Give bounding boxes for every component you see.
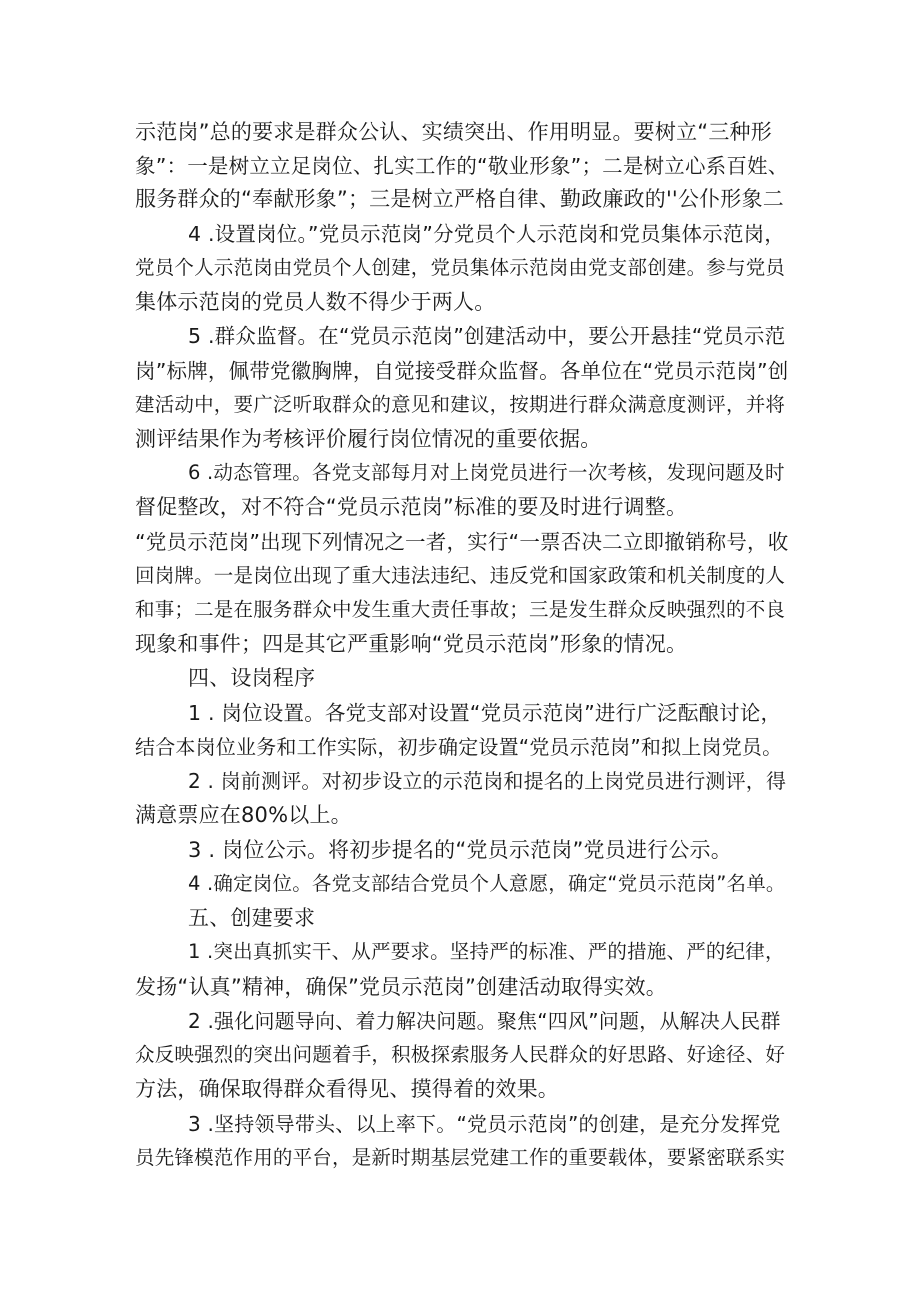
paragraph-line: 满意票应在80%以上。 xyxy=(135,803,352,827)
paragraph-line: 服务群众的“奉献形象”；三是树立严格自律、勤政廉政的''公仆形象二 xyxy=(135,187,784,211)
paragraph-line: 党员个人示范岗由党员个人创建，党员集体示范岗由党支部创建。参与党员 xyxy=(135,256,786,279)
paragraph-line: 方法，确保取得群众看得见、摸得着的效果。 xyxy=(135,1077,559,1101)
paragraph-line: 1 .突出真抓实干、从严要求。坚持严的标准、严的措施、严的纪律， xyxy=(188,940,785,963)
paragraph-line: 5 .群众监督。在“党员示范岗”创建活动中，要公开悬挂“党员示范 xyxy=(188,324,786,348)
paragraph-line: 2 . 岗前测评。对初步设立的示范岗和提名的上岗党员进行测评，得 xyxy=(188,769,787,793)
paragraph-line: 4 .确定岗位。各党支部结合党员个人意愿，确定“党员示范岗”名单。 xyxy=(188,872,786,895)
paragraph-line: 6 .动态管理。各党支部每月对上岗党员进行一次考核，发现问题及时 xyxy=(188,461,785,484)
paragraph-line: 员先锋模范作用的平台，是新时期基层党建工作的重要载体，要紧密联系实 xyxy=(135,1146,786,1169)
paragraph-line: 集体示范岗的党员人数不得少于两人。 xyxy=(135,290,496,314)
paragraph-line: 3 . 岗位公示。将初步提名的“党员示范岗”党员进行公示。 xyxy=(188,838,732,862)
paragraph-line: 3 .坚持领导带头、以上率下。“党员示范岗”的创建，是充分发挥党 xyxy=(188,1112,781,1136)
paragraph-line: 发扬“认真”精神，确保”党员示范岗”创建活动取得实效。 xyxy=(135,975,667,999)
paragraph-line: 示范岗”总的要求是群众公认、实绩突出、作用明显。要树立“三种形 xyxy=(135,120,772,144)
section-heading: 五、创建要求 xyxy=(188,906,316,930)
paragraph-line: 现象和事件；四是其它严重影响“党员示范岗”形象的情况。 xyxy=(135,632,688,656)
paragraph-line: 众反映强烈的突出问题着手，积极探索服务人民群众的好思路、好途径、好 xyxy=(135,1043,786,1066)
paragraph-line: 4 .设置岗位。”党员示范岗”分党员个人示范岗和党员集体示范岗， xyxy=(188,222,785,246)
paragraph-line: 岗”标牌，佩带党徽胸牌，自觉接受群众监督。各单位在“党员示范岗”创 xyxy=(135,359,789,383)
paragraph-line: 回岗牌。一是岗位出现了重大违法违纪、违反党和国家政策和机关制度的人 xyxy=(135,564,786,587)
paragraph-line: 象”：一是树立立足岗位、扎实工作的“敬业形象”；二是树立心系百姓、 xyxy=(135,154,789,178)
section-heading: 四、设岗程序 xyxy=(188,666,316,690)
paragraph-line: 督促整改，对不符合“党员示范岗”标准的要及时进行调整。 xyxy=(135,495,688,519)
paragraph-line: 结合本岗位业务和工作实际，初步确定设置“党员示范岗”和拟上岗党员。 xyxy=(135,735,783,759)
paragraph-line: 建活动中，要广泛听取群众的意见和建议，按期进行群众满意度测评，并将 xyxy=(135,393,786,416)
paragraph-line: 和事；二是在服务群众中发生重大责任事故；三是发生群众反映强烈的不良 xyxy=(135,598,786,621)
paragraph-line: 1 . 岗位设置。各党支部对设置“党员示范岗”进行广泛酝酿讨论， xyxy=(188,701,782,725)
paragraph-line: 测评结果作为考核评价履行岗位情况的重要依据。 xyxy=(135,427,602,451)
paragraph-line: 2 .强化问题导向、着力解决问题。聚焦“四风”问题，从解决人民群 xyxy=(188,1009,781,1033)
paragraph-line: “党员示范岗”出现下列情况之一者，实行“一票否决二立即撤销称号，收 xyxy=(135,530,789,554)
